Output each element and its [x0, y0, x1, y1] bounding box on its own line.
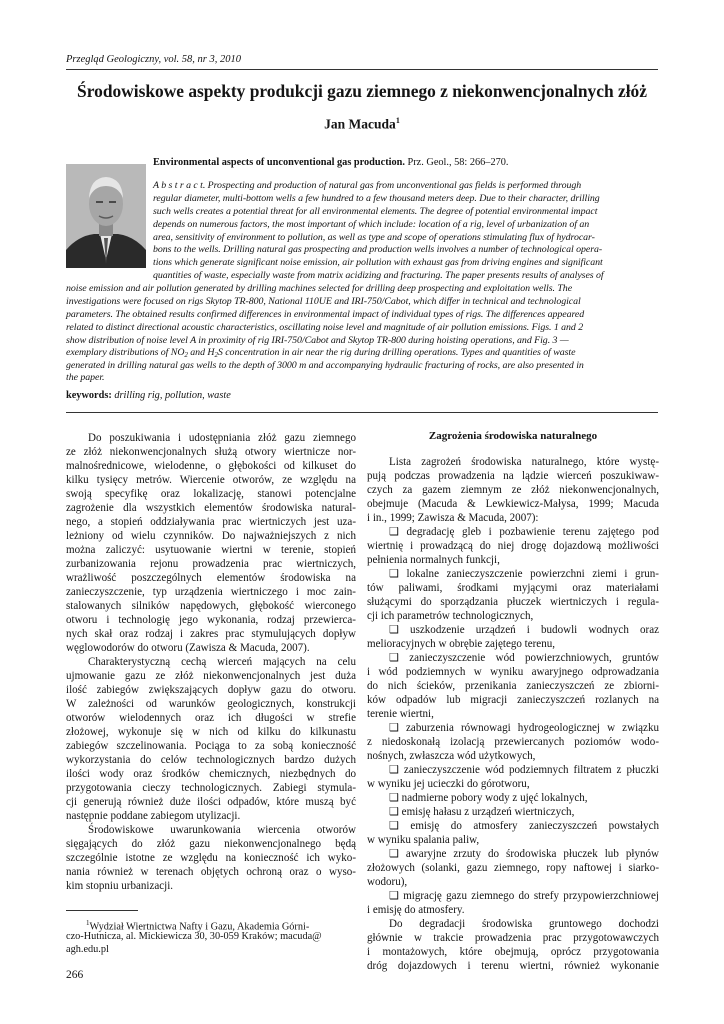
abstract-line: tions which generate significant noise emission, air pollution with exhaust gas from driving engines and significant	[153, 257, 603, 268]
body-line: nośnych, zwłaszcza wód użytkowych,	[367, 750, 536, 762]
abstract-line: show distribution of noise level A in proximity of rig IRI-750/Cabot and Skytop TR-800 during hoisting operations, and Fig. 3 —	[66, 335, 569, 346]
author-portrait	[66, 164, 146, 268]
abstract-line: area, sensitivity of environment to pollution, as well as type and scope of operations stimulating flux of hydrocar-	[153, 232, 595, 243]
body-line: tów paliwami, środkami myjącymi oraz materiałami	[367, 582, 659, 594]
abstract-line: generated in drilling natural gas wells to the depth of 3000 m and accompanying hydraulic fracturing of rocks, are also presented in	[66, 360, 584, 371]
body-line: nego, a stopień oddziaływania prac wiertniczych jest uza-	[66, 516, 356, 528]
body-line: Do degradacji środowiska gruntowego dochodzi	[389, 918, 659, 930]
body-line: ❑ emisję do atmosfery zanieczyszczeń powstałych	[389, 820, 659, 832]
article-title: Środowiskowe aspekty produkcji gazu ziemnego z niekonwencjonalnych złóż	[77, 81, 647, 101]
subscript: 2	[184, 351, 188, 359]
body-line: swoją specyfikę oraz lokalizację, stanowi potencjalne	[66, 488, 356, 500]
body-line: i emisję do atmosfery.	[367, 904, 465, 916]
body-line: stalowanych silników napędowych, głębokość wierconego	[66, 600, 356, 612]
body-line: ❑ emisję hałasu z urządzeń wiertniczych,	[389, 806, 575, 818]
body-line: Lista zagrożeń środowiska naturalnego, które wystę-	[389, 456, 659, 468]
body-line: nania również w terenach objętych ochroną oraz o wyso-	[66, 866, 356, 878]
body-line: można zaliczyć: usytuowanie wiertni w terenie, stopień	[66, 544, 356, 556]
body-line: malnośrednicowe, wielodenne, o głębokości od kilkuset do	[66, 460, 356, 472]
footnote-mark: 1	[86, 919, 90, 927]
abstract-line: quantities of waste, especially waste from matrix acidizing and fracturing. The paper presents results of analyses of	[153, 270, 604, 281]
abstract-line: the paper.	[66, 372, 105, 383]
abstract-citation: Prz. Geol., 58: 266–270.	[404, 157, 509, 168]
abstract-line: A b s t r a c t. Prospecting and production of natural gas from unconventional gas fields is performed through	[153, 180, 582, 191]
body-line: ❑ zanieczyszczenie wód podziemnych filtratem z płuczki	[389, 764, 659, 776]
body-line: Do poszukiwania i udostępniania złóż gazu ziemnego	[88, 432, 356, 444]
body-line: wiertnię i prowadzącą do niej drogę dojazdową możliwości	[367, 540, 659, 552]
author-line	[66, 116, 658, 133]
body-line: pełnienia normalnych funkcji,	[367, 554, 500, 566]
keywords-divider	[66, 412, 658, 413]
subscript: 2	[214, 351, 218, 359]
abstract-heading	[153, 157, 508, 168]
body-line: kilku tysięcy metrów. Wiercenie otworów, ze względu na	[66, 474, 356, 486]
abstract-line: noise emission and air pollution generated by drilling machines selected for drilling deep prospecting and exploitation wells. The	[66, 283, 573, 294]
body-line: zanieczyszczenie, typ urządzenia wiertniczego i moc zain-	[66, 586, 356, 598]
body-line: leżniony od wielu czynników. Do najważniejszych z nich	[66, 530, 356, 542]
footnote-divider	[66, 910, 138, 911]
body-line: cji ich parametrów technologicznych,	[367, 610, 534, 622]
abstract-text: and H	[187, 347, 215, 358]
footnote-line: agh.edu.pl	[66, 944, 109, 955]
abstract-line	[66, 347, 575, 358]
abstract-line: such wells creates a potential threat for all environmental elements. The degree of potential environmental impact	[153, 206, 598, 217]
body-line: zagrożenie dla wszystkich elementów środowiska natural-	[66, 502, 356, 514]
body-line: sięgających do złóż gazu niekonwencjonalnego będą	[66, 838, 356, 850]
body-line: złożowej, wykonuje się w nich od kilku do kilkunastu	[66, 726, 356, 738]
body-line: otworów wielodennych oraz ich długości w strefie	[66, 712, 356, 724]
body-line: służącymi do sporządzania płuczek wiertniczych i regula-	[367, 596, 659, 608]
body-line: wodoru),	[367, 876, 408, 888]
body-line: W zależności od warunków geologicznych, konstrukcji	[66, 698, 356, 710]
author-name: Jan Macuda	[324, 116, 396, 132]
abstract-line: depends on numerous factors, the most important of which include: location of a rig, level of urbanization of an	[153, 219, 590, 230]
footnote-text: Wydział Wiertnictwa Nafty i Gazu, Akademia Górni-	[89, 921, 310, 933]
keywords	[66, 390, 231, 401]
body-line: dróg dojazdowych i terenu wiertni, również wykonanie	[367, 960, 659, 972]
body-line: do nich ścieków, przenikania zanieczyszczeń ze zbiorni-	[367, 680, 659, 692]
body-line: wrażliwość poszczególnych elementów środowiska na	[66, 572, 356, 584]
body-line: z niedoskonałą izolacją przewiercanych poziomów wodo-	[367, 736, 659, 748]
body-line: Środowiskowe uwarunkowania wiercenia otworów	[88, 824, 356, 836]
body-line: Charakterystyczną cechą wierceń mających na celu	[88, 656, 356, 668]
header-divider	[66, 69, 658, 70]
body-line: ❑ migrację gazu ziemnego do strefy przypowierzchniowej	[389, 890, 659, 902]
body-line: ❑ zaburzenia równowagi hydrogeologicznej w związku	[389, 722, 659, 734]
body-line: i wód podziemnych w wyniku awaryjnego odprowadzania	[367, 666, 659, 678]
body-line: następnie poddane zabiegom utylizacji.	[66, 810, 241, 822]
abstract-line: related to distinct directional acoustic characteristics, oscillating noise level and magnitude of air pollution emissions. Figs. 1 and 2	[66, 322, 584, 333]
abstract-line: regular diameter, multi-bottom wells a few hundred to a few thousand meters deep. Due to their character, drilling	[153, 193, 600, 204]
body-line: ilość zabiegów zwiększających dopływ gazu do otworu.	[66, 684, 356, 696]
body-line: węglowodorów do otworu (Zawisza & Macuda, 2007).	[66, 642, 310, 654]
abstract-line: investigations were focused on rigs Skytop TR-800, National 110UE and IRI-750/Cabot, which differ in technical and technological	[66, 296, 581, 307]
body-line: nych skał oraz rodzaj i zakres prac stymulujących dopływ	[66, 628, 356, 640]
keywords-label: keywords:	[66, 390, 112, 401]
body-line: i in., 1999; Zawisza & Macuda, 2007):	[367, 512, 539, 524]
abstract-english-title: Environmental aspects of unconventional gas production.	[153, 157, 405, 168]
body-line: głównie w trakcie prowadzenia prac przygotowawczych	[367, 932, 659, 944]
body-line: ilości wody oraz środków chemicznych, niezbędnych do	[66, 768, 356, 780]
body-line: ❑ uszkodzenie urządzeń i budowli wodnych oraz	[389, 624, 659, 636]
author-footnote-mark: 1	[395, 116, 400, 125]
section-heading: Zagrożenia środowiska naturalnego	[428, 430, 598, 442]
abstract-text: exemplary distributions of NO	[66, 347, 185, 358]
body-line: i montażowych, które obejmują, oprócz przygotowania	[367, 946, 659, 958]
journal-header: Przegląd Geologiczny, vol. 58, nr 3, 2010	[66, 54, 241, 65]
body-line: zabiegów szczelinowania. Pociąga to za sobą konieczność	[66, 740, 356, 752]
body-line: w wyniku spalania paliw,	[367, 834, 480, 846]
footnote-line	[86, 917, 310, 933]
body-line: terenie wiertni,	[367, 708, 434, 720]
keywords-text: drilling rig, pollution, waste	[111, 390, 231, 401]
portrait-image	[66, 164, 146, 268]
body-line: ❑ lokalne zanieczyszczenie powierzchni ziemi i grun-	[389, 568, 659, 580]
body-line: ków odpadów lub migracji zanieczyszczeń rozlanych na	[367, 694, 659, 706]
body-line: złożowych (solanki, gazu ziemnego, ropy naftowej i siarko-	[367, 862, 659, 874]
body-line: pują podczas prowadzenia na lądzie wierceń poszukiwaw-	[367, 470, 659, 482]
abstract-line: bons to the wells. Drilling natural gas prospecting and production wells involves a number of technological opera-	[153, 244, 603, 255]
abstract-line: parameters. The obtained results confirmed differences in environmental impact of individual types of rigs. The differences appeared	[66, 309, 585, 320]
footnote-line: czo-Hutnicza, al. Mickiewicza 30, 30-059 Kraków; macuda@	[66, 931, 322, 942]
abstract-text: S concentration in air near the rig during drilling operations. Types and quantities of waste	[217, 347, 576, 358]
body-line: zurbanizowania rejonu prowadzenia prac wiertniczych,	[66, 558, 356, 570]
body-line: ❑ awaryjne zrzuty do środowiska płuczek lub płynów	[389, 848, 659, 860]
body-line: melioracyjnych w obrębie zajętego terenu,	[367, 638, 556, 650]
body-line: ujmowanie gazu ze złóż niekonwencjonalnych jest duża	[66, 670, 356, 682]
body-line: obejmuje (Macuda & Lewkiewicz-Małysa, 1999; Macuda	[367, 498, 659, 510]
body-line: czych za gazem ziemnym ze złóż niekonwencjonalnych,	[367, 484, 659, 496]
body-line: w wyniku jej ucieczki do górotworu,	[367, 778, 530, 790]
body-line: wykorzystania do celów technologicznych bardzo dużych	[66, 754, 356, 766]
body-line: cji generują również duże ilości odpadów, które muszą być	[66, 796, 356, 808]
body-line: ❑ degradację gleb i pozbawienie terenu zajętego pod	[389, 526, 659, 538]
body-line: otworu i technologię jego wykonania, rodzaj przewierca-	[66, 614, 356, 626]
body-line: przygotowania cieczy technologicznych. Zabiegi stymula-	[66, 782, 356, 794]
body-line: kim stopniu urbanizacji.	[66, 880, 174, 892]
body-line: ❑ nadmierne pobory wody z ujęć lokalnych,	[389, 792, 588, 804]
body-line: ❑ zanieczyszczenie wód powierzchniowych, gruntów	[389, 652, 659, 664]
page-number: 266	[66, 969, 84, 981]
body-line: ze złóż niekonwencjonalnych służą otwory wiertnicze nor-	[66, 446, 356, 458]
body-line: szczególnie istotne ze względu na konieczność ich wyko-	[66, 852, 356, 864]
